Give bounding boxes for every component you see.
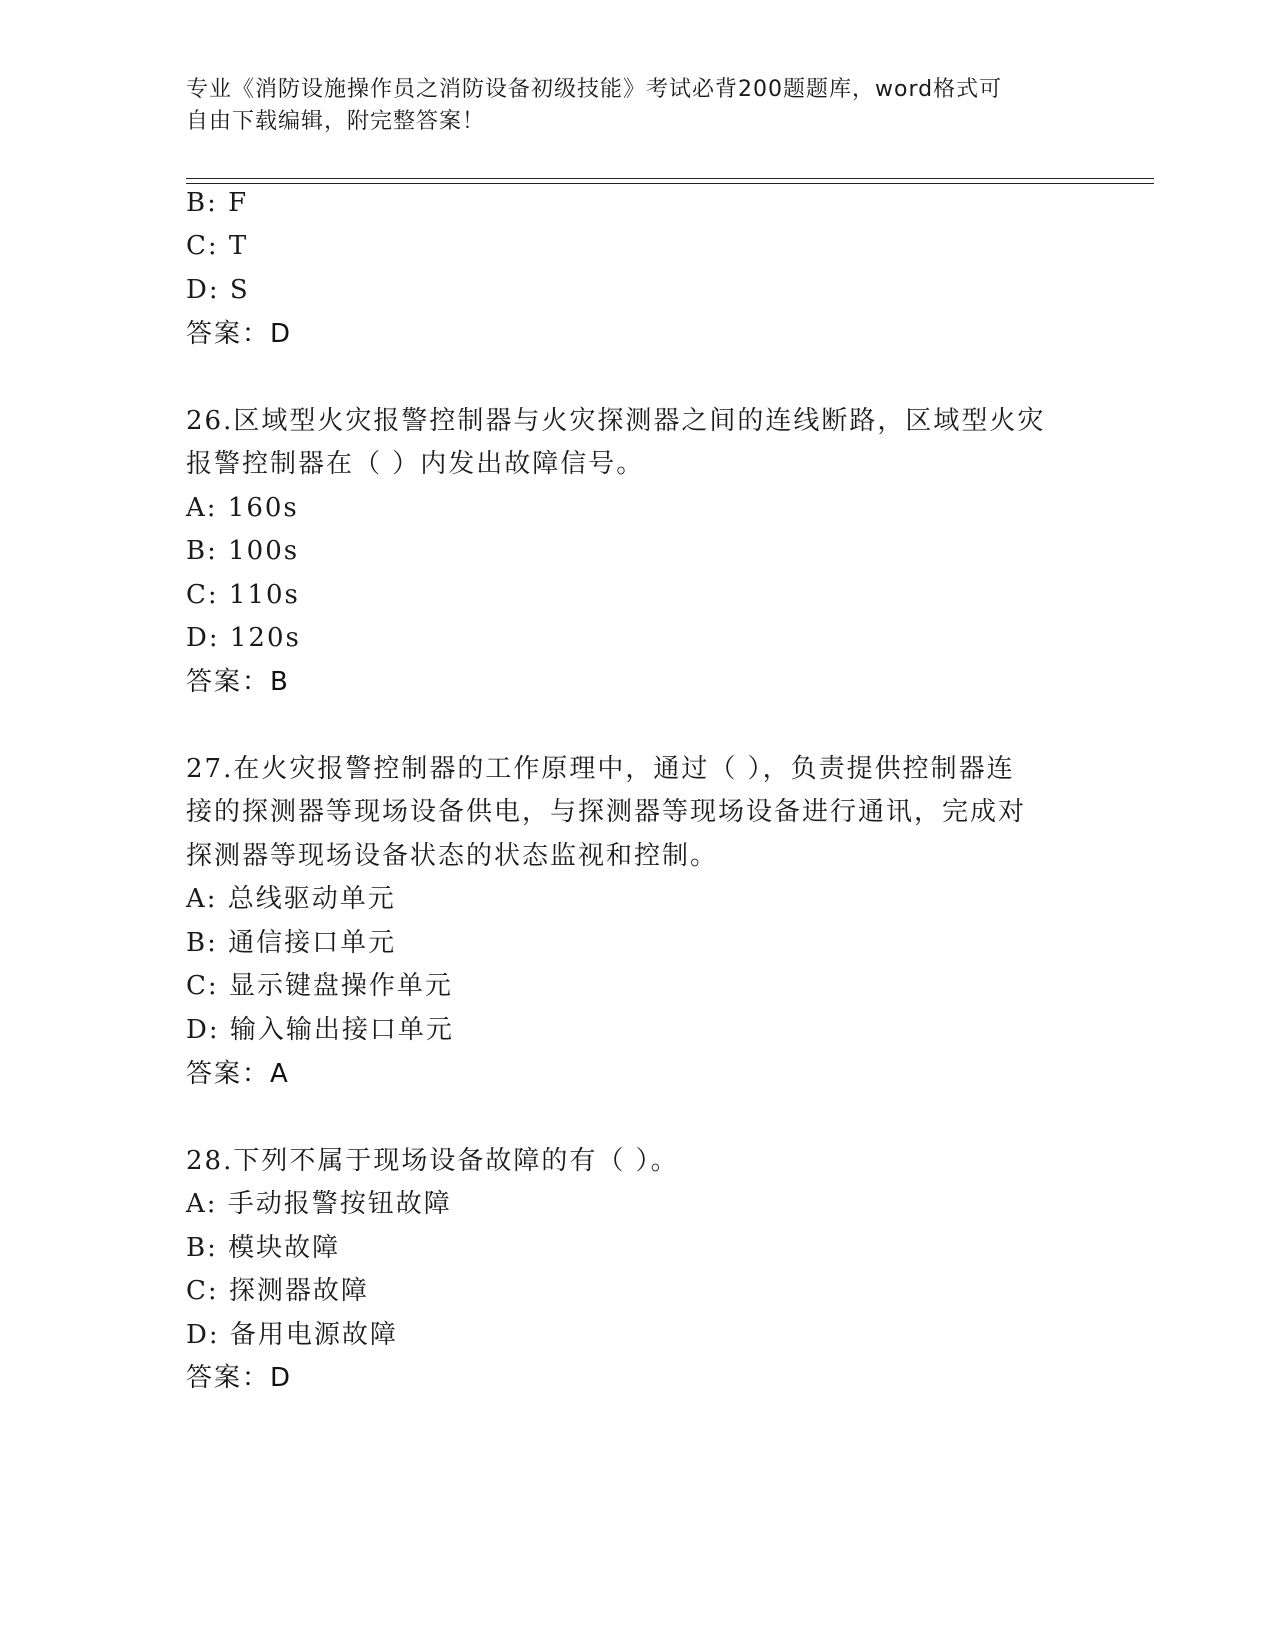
option-d: D: S: [186, 275, 250, 305]
option-a: A: 160s: [186, 493, 299, 523]
question-stem-line-1: 27.在火灾报警控制器的工作原理中，通过（ ），负责提供控制器连: [186, 754, 1015, 784]
option-c: C: 显示键盘操作单元: [186, 971, 453, 1001]
answer-label: 答案：D: [186, 319, 293, 349]
option-d: D: 备用电源故障: [186, 1320, 398, 1350]
answer-label: 答案：D: [186, 1363, 293, 1393]
answer-label: 答案：B: [186, 667, 290, 697]
option-c: C: T: [186, 231, 249, 261]
option-b: B: 100s: [186, 536, 300, 566]
option-c: C: 探测器故障: [186, 1276, 369, 1306]
answer-label: 答案：A: [186, 1059, 290, 1089]
option-d: D: 120s: [186, 623, 301, 653]
header-rule-bottom: [186, 183, 1154, 184]
question-stem-line-1: 26.区域型火灾报警控制器与火灾探测器之间的连线断路，区域型火灾: [186, 406, 1046, 436]
option-a: A: 手动报警按钮故障: [186, 1189, 452, 1219]
header-rule-top: [186, 178, 1154, 179]
option-a: A: 总线驱动单元: [186, 884, 396, 914]
question-stem-line-2: 接的探测器等现场设备供电，与探测器等现场设备进行通讯，完成对: [186, 797, 1027, 827]
header-line-1: 专业《消防设施操作员之消防设备初级技能》考试必背200题题库，word格式可: [186, 77, 1003, 102]
header-line-2: 自由下载编辑，附完整答案！: [186, 109, 486, 134]
question-stem-line-2: 报警控制器在（ ）内发出故障信号。: [186, 449, 645, 479]
option-c: C: 110s: [186, 580, 300, 610]
document-header: [186, 74, 1066, 138]
question-stem-line-3: 探测器等现场设备状态的状态监视和控制。: [186, 841, 719, 871]
option-b: B: 通信接口单元: [186, 928, 397, 958]
question-stem-line-1: 28.下列不属于现场设备故障的有（ ）。: [186, 1146, 679, 1176]
option-d: D: 输入输出接口单元: [186, 1015, 454, 1045]
option-b: B: 模块故障: [186, 1233, 341, 1263]
option-b: B: F: [186, 188, 249, 218]
